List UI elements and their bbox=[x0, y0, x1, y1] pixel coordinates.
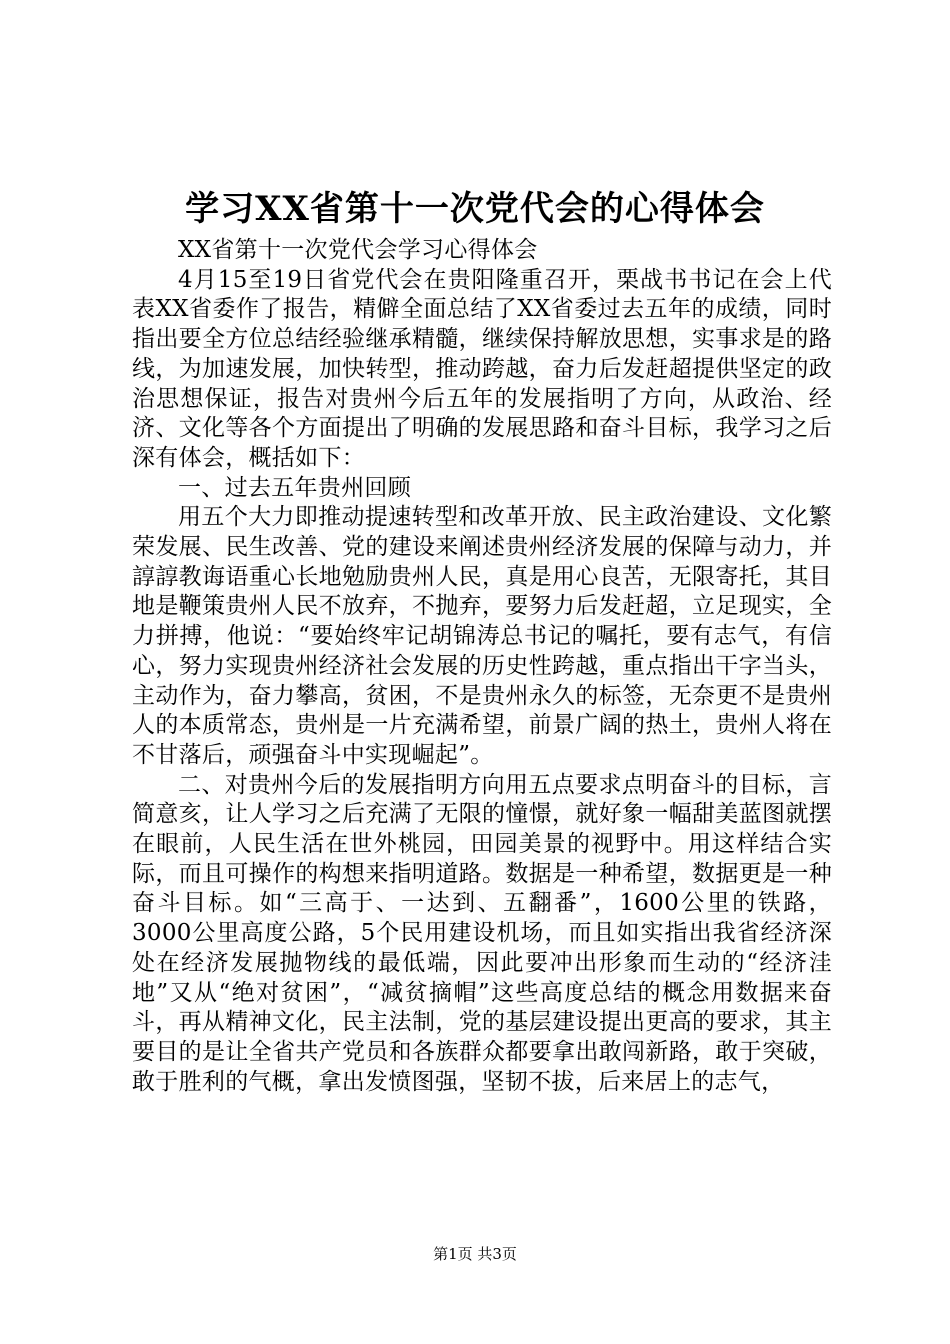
page-number-footer: 第1页 共3页 bbox=[433, 1245, 517, 1263]
body-paragraph-intro: 4月15至19日省党代会在贵阳隆重召开，栗战书书记在会上代表XX省委作了报告，精僻全面总结了XX省委过去五年的成绩，同时指出要全方位总结经验继承精髓，继续保持解放思想，实事求是的路线，为加速发展，加快转型，推动跨越，奋力后发赶超提供坚定的政治思想保证，报告对贵州今后五年的发展指明了方向，从政治、经济、文化等各个方面提出了明确的发展思路和奋斗目标，我学习之后深有体会，概括如下： bbox=[132, 266, 832, 471]
section-heading-review: 一、过去五年贵州回顾 bbox=[178, 474, 411, 501]
body-paragraph-direction: 二、对贵州今后的发展指明方向用五点要求点明奋斗的目标，言简意亥，让人学习之后充满了无限的憧憬，就好象一幅甜美蓝图就摆在眼前，人民生活在世外桃园，田园美景的视野中。用这样结合实际，而且可操作的构想来指明道路。数据是一种希望，数据更是一种奋斗目标。如“三高于、一达到、五翻番”，1600公里的铁路，3000公里高度公路，5个民用建设机场，而且如实指出我省经济深处在经济发展抛物线的最低端，因此要冲出形象而生动的“经济洼地”又从“绝对贫困”，“减贫摘帽”这些高度总结的概念用数据来奋斗，再从精神文化，民主法制，党的基层建设提出更高的要求，其主要目的是让全省共产党员和各族群众都要拿出敢闯新路，敢于突破，敢于胜利的气概，拿出发愤图强，坚韧不拔，后来居上的志气， bbox=[132, 771, 832, 1095]
document-title: 学习XX省第十一次党代会的心得体会 bbox=[185, 189, 765, 229]
body-paragraph-subtitle: XX省第十一次党代会学习心得体会 bbox=[178, 237, 538, 263]
document-body bbox=[132, 236, 832, 1097]
body-paragraph-review: 用五个大力即推动提速转型和改革开放、民主政治建设、文化繁荣发展、民生改善、党的建设来阐述贵州经济发展的保障与动力，并諄諄教诲语重心长地勉励贵州人民，真是用心良苦，无限寄托，其目地是鞭策贵州人民不放弃，不抛弃，要努力后发赶超，立足现实，全力拼搏，他说：“要始终牢记胡锦涛总书记的嘱托，要有志气，有信心，努力实现贵州经济社会发展的历史性跨越，重点指出干字当头，主动作为，奋力攀高，贫困，不是贵州永久的标签，无奈更不是贵州人的本质常态，贵州是一片充满希望，前景广阔的热土，贵州人将在不甘落后，顽强奋斗中实现崛起”。 bbox=[132, 504, 832, 768]
